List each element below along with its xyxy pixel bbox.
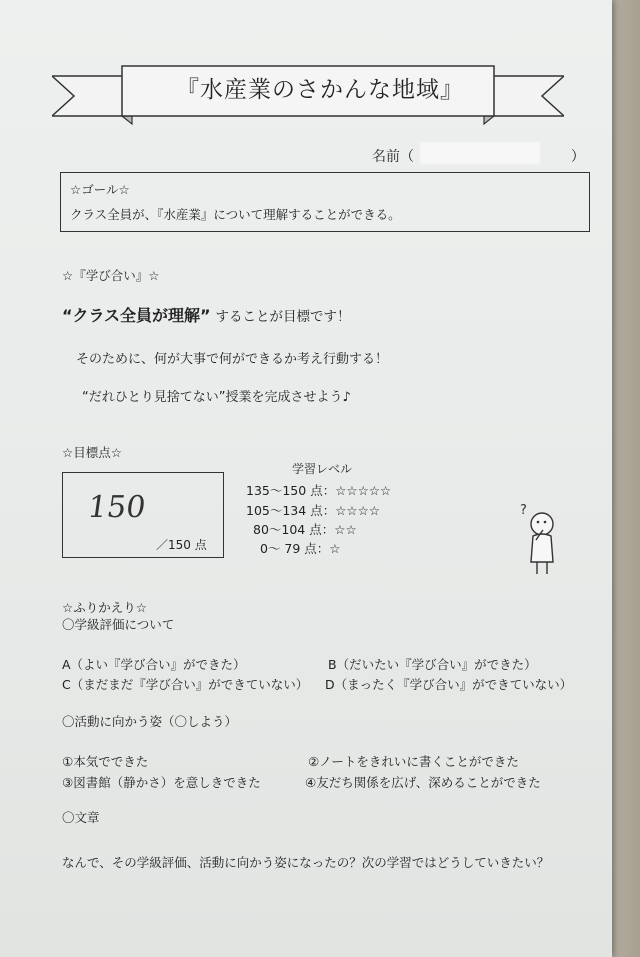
svg-text:?: ? — [520, 503, 527, 518]
name-label-close: ） — [570, 149, 585, 165]
manabiai-heading: ☆『学び合い』☆ — [62, 268, 160, 283]
attitude-heading: 〇活動に向かう姿（〇しよう） — [62, 714, 238, 729]
class-eval-option-c: C（まだまだ『学び合い』ができていない） — [62, 677, 309, 692]
attitude-option-4: ④友だち関係を広げ、深めることができた — [305, 775, 541, 790]
manabiai-emphasis: “クラス全員が理解” — [62, 306, 211, 325]
manabiai-line-1: そのために、何が大事で何ができるか考え行動する！ — [76, 352, 389, 367]
attitude-option-2: ②ノートをきれいに書くことができた — [308, 754, 519, 769]
name-label-open: 名前（ — [372, 149, 414, 165]
target-score-handwritten: 150 — [85, 490, 148, 525]
target-score-max: ／150 点 — [156, 538, 207, 552]
class-eval-heading: 〇学級評価について — [62, 617, 175, 632]
goal-box — [60, 172, 590, 232]
manabiai-goal-line — [62, 303, 351, 326]
page-title: 『水産業のさかんな地域』 — [176, 77, 464, 103]
level-row: 105〜134 点：☆☆☆☆ — [246, 503, 381, 518]
level-row: 80〜104 点：☆☆ — [253, 522, 357, 537]
level-title: 学習レベル — [292, 462, 353, 476]
goal-text: クラス全員が、『水産業』について理解することができる。 — [70, 207, 401, 222]
attitude-option-1: ①本気でできた — [62, 754, 149, 769]
manabiai-goal-rest: することが目標です！ — [215, 309, 351, 325]
redacted-name — [420, 142, 540, 164]
reflection-question: なんで、その学級評価、活動に向かう姿になったの？次の学習ではどうしていきたい？ — [62, 855, 550, 870]
goal-heading: ☆ゴール☆ — [70, 182, 130, 197]
manabiai-line-2: “だれひとり見捨てない”授業を完成させよう♪ — [82, 390, 351, 405]
level-row: 0〜 79 点：☆ — [260, 541, 341, 556]
reflection-heading: ☆ふりかえり☆ — [62, 600, 147, 615]
target-heading: ☆目標点☆ — [62, 445, 122, 460]
class-eval-option-a: A（よい『学び合い』ができた） — [62, 657, 246, 672]
class-eval-option-b: B（だいたい『学び合い』ができた） — [328, 657, 537, 672]
attitude-option-3: ③図書館（静かさ）を意しきできた — [62, 775, 261, 790]
sentence-heading: 〇文章 — [62, 810, 100, 825]
class-eval-option-d: D（まったく『学び合い』ができていない） — [325, 677, 573, 692]
thinking-figure-illustration — [518, 500, 568, 576]
level-row: 135〜150 点：☆☆☆☆☆ — [246, 483, 392, 498]
